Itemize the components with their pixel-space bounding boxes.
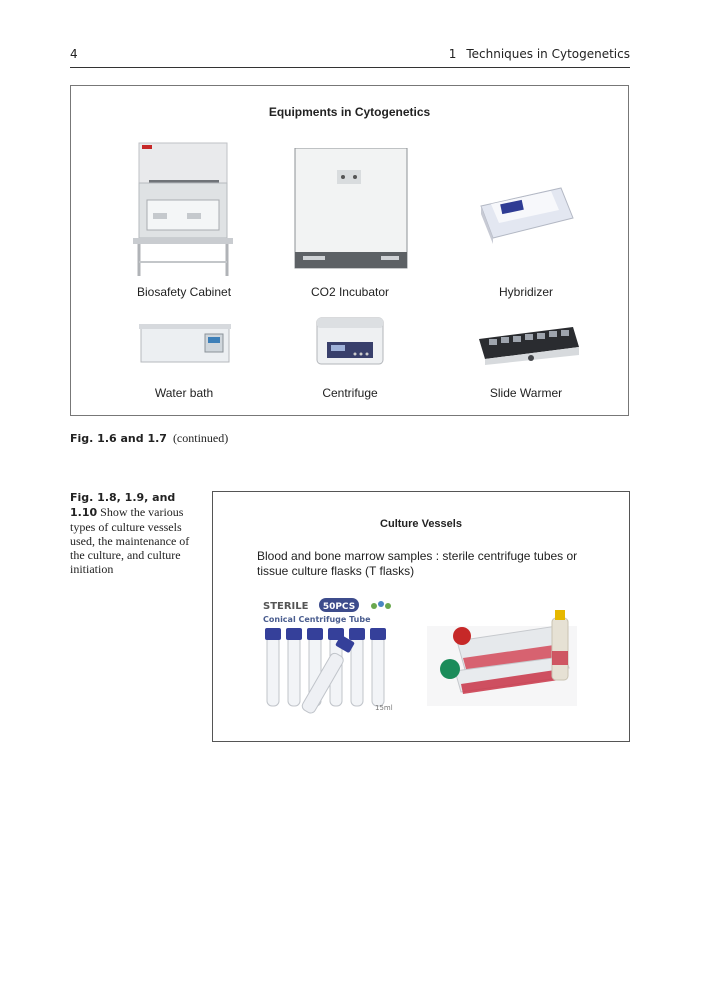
badge-text: 50PCS: [322, 602, 356, 612]
biosafety-cabinet-image: [109, 138, 259, 278]
sterile-text: STERILE: [263, 601, 309, 612]
equipment-water-bath: [109, 316, 259, 401]
caption-text: (continued): [172, 431, 229, 445]
hybridizer-label: Hybridizer: [498, 285, 553, 299]
culture-vessels-text: Blood and bone marrow samples : sterile centrifuge tubes or tissue culture flasks (T flasks): [257, 549, 578, 578]
water-bath-image: [109, 316, 259, 366]
chapter-number: 1: [448, 47, 457, 61]
equipment-hybridizer: [451, 176, 601, 303]
slide-warmer-image: [451, 321, 601, 366]
centrifuge-image: [275, 314, 425, 369]
culture-vessels-image: [257, 596, 597, 716]
water-bath-label: Water bath: [154, 386, 214, 400]
equipment-centrifuge: [275, 314, 425, 401]
caption-label: Fig. 1.8, 1.9, and 1.10: [70, 491, 176, 519]
hybridizer-image: [451, 176, 601, 246]
biosafety-cabinet-label: Biosafety Cabinet: [136, 285, 232, 299]
page-number: 4: [70, 47, 78, 61]
header-rule: [70, 67, 630, 68]
centrifuge-tubes-image: [263, 598, 393, 715]
caption-label: Fig. 1.6 and 1.7: [70, 432, 167, 445]
t-flasks-image: [427, 610, 577, 706]
equipment-figure-title: Equipments in Cytogenetics: [268, 105, 431, 119]
slide-warmer-label: Slide Warmer: [489, 386, 563, 400]
co2-incubator-label: CO2 Incubator: [310, 285, 390, 299]
figure-caption-continued: [70, 431, 228, 446]
caption-text: Show the various types of culture vessels used, the maintenance of the culture, and culture initiation: [70, 505, 190, 576]
culture-vessels-images: [257, 596, 597, 716]
equipment-slide-warmer: [451, 321, 601, 401]
culture-vessels-title: Culture Vessels: [380, 518, 462, 530]
equipment-co2-incubator: [275, 148, 425, 303]
tube-subtitle-text: Conical Centrifuge Tube: [263, 615, 371, 624]
equipment-biosafety-cabinet: [109, 138, 259, 303]
equipment-figure: [70, 85, 629, 416]
figure-caption-culture: [70, 490, 195, 576]
chapter-title: Techniques in Cytogenetics: [466, 47, 630, 61]
centrifuge-label: Centrifuge: [322, 386, 378, 400]
tube-volume-text: 15ml: [375, 704, 393, 712]
chapter-heading: [449, 47, 630, 61]
running-header: [70, 47, 630, 67]
co2-incubator-image: [275, 148, 425, 273]
culture-vessels-figure: [212, 491, 630, 742]
